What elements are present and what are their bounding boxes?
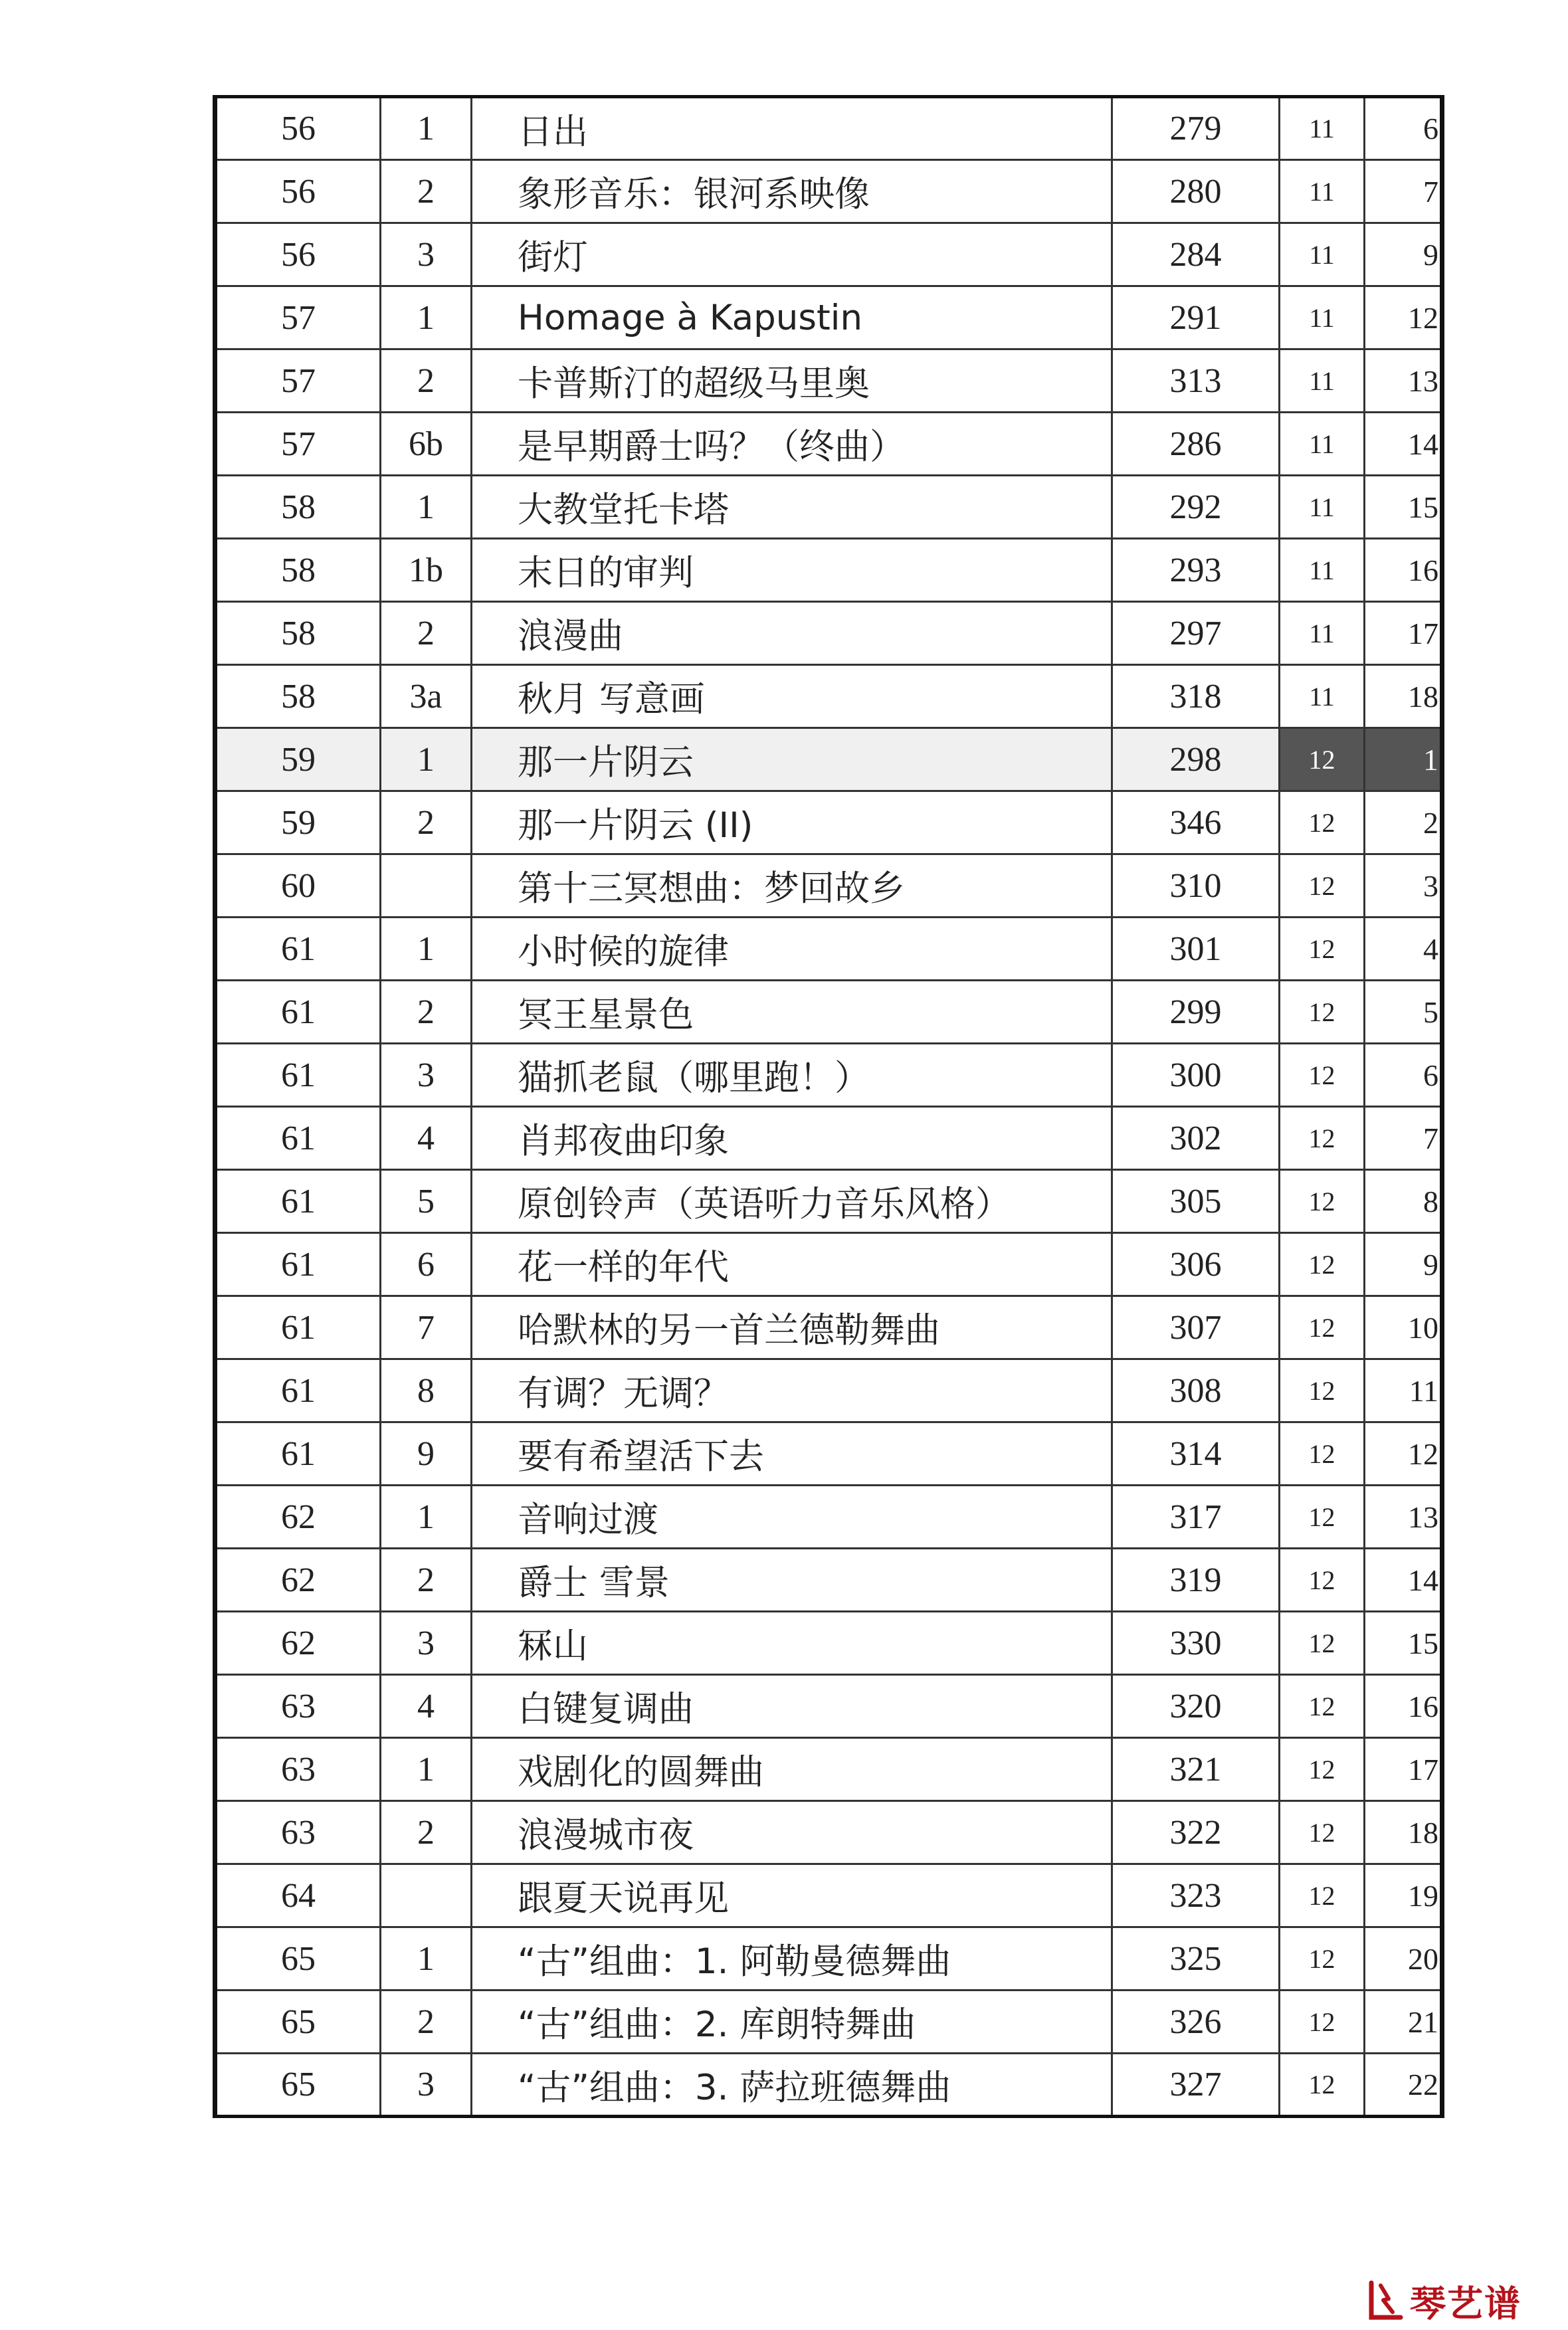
volume-cell: 12 xyxy=(1280,1612,1365,1675)
table-row xyxy=(215,1044,1442,1107)
index-cell: 9 xyxy=(1365,223,1442,286)
number-cell: 4 xyxy=(381,1675,472,1738)
number-cell: 1 xyxy=(381,1927,472,1990)
opus-cell: 56 xyxy=(215,223,381,286)
table-row xyxy=(215,2054,1442,2117)
table-row xyxy=(215,160,1442,223)
index-cell: 17 xyxy=(1365,602,1442,665)
page-cell: 326 xyxy=(1112,1990,1280,2054)
volume-cell: 12 xyxy=(1280,1107,1365,1170)
index-cell: 15 xyxy=(1365,476,1442,539)
opus-cell: 59 xyxy=(215,791,381,854)
index-cell: 10 xyxy=(1365,1296,1442,1359)
volume-cell: 12 xyxy=(1280,791,1365,854)
opus-cell: 58 xyxy=(215,539,381,602)
index-cell: 6 xyxy=(1365,1044,1442,1107)
table-row xyxy=(215,1990,1442,2054)
volume-cell: 12 xyxy=(1280,1675,1365,1738)
number-cell: 2 xyxy=(381,602,472,665)
index-cell: 18 xyxy=(1365,1801,1442,1864)
opus-cell: 60 xyxy=(215,854,381,918)
page-cell: 279 xyxy=(1112,97,1280,160)
title-cell: 街灯 xyxy=(472,223,1112,286)
table-row xyxy=(215,665,1442,728)
works-table xyxy=(213,95,1444,2118)
volume-cell: 12 xyxy=(1280,1549,1365,1612)
opus-cell: 61 xyxy=(215,1296,381,1359)
index-cell: 9 xyxy=(1365,1233,1442,1296)
table-row xyxy=(215,286,1442,349)
index-cell: 2 xyxy=(1365,791,1442,854)
opus-cell: 56 xyxy=(215,97,381,160)
title-cell: 卡普斯汀的超级马里奥 xyxy=(472,349,1112,413)
volume-cell: 12 xyxy=(1280,1486,1365,1549)
title-cell: 音响过渡 xyxy=(472,1486,1112,1549)
number-cell: 1 xyxy=(381,476,472,539)
page-cell: 286 xyxy=(1112,413,1280,476)
page-cell: 320 xyxy=(1112,1675,1280,1738)
page-cell: 346 xyxy=(1112,791,1280,854)
opus-cell: 61 xyxy=(215,1107,381,1170)
volume-cell: 12 xyxy=(1280,1170,1365,1233)
opus-cell: 63 xyxy=(215,1738,381,1801)
number-cell: 1 xyxy=(381,286,472,349)
volume-cell: 11 xyxy=(1280,476,1365,539)
number-cell: 2 xyxy=(381,160,472,223)
index-cell: 15 xyxy=(1365,1612,1442,1675)
index-cell: 18 xyxy=(1365,665,1442,728)
number-cell: 8 xyxy=(381,1359,472,1422)
page-cell: 293 xyxy=(1112,539,1280,602)
title-cell: 日出 xyxy=(472,97,1112,160)
page-cell: 314 xyxy=(1112,1422,1280,1486)
title-cell: 白键复调曲 xyxy=(472,1675,1112,1738)
volume-cell: 11 xyxy=(1280,349,1365,413)
volume-cell: 11 xyxy=(1280,539,1365,602)
page-cell: 302 xyxy=(1112,1107,1280,1170)
title-cell: 冥王星景色 xyxy=(472,981,1112,1044)
page-cell: 284 xyxy=(1112,223,1280,286)
number-cell: 2 xyxy=(381,1801,472,1864)
index-cell: 8 xyxy=(1365,1170,1442,1233)
index-cell: 3 xyxy=(1365,854,1442,918)
volume-cell: 11 xyxy=(1280,97,1365,160)
opus-cell: 63 xyxy=(215,1801,381,1864)
page-cell: 305 xyxy=(1112,1170,1280,1233)
table-row xyxy=(215,539,1442,602)
opus-cell: 64 xyxy=(215,1864,381,1927)
page-cell: 301 xyxy=(1112,918,1280,981)
table-row xyxy=(215,1738,1442,1801)
table-row xyxy=(215,349,1442,413)
table-row xyxy=(215,854,1442,918)
page-cell: 330 xyxy=(1112,1612,1280,1675)
title-cell: Homage à Kapustin xyxy=(472,286,1112,349)
number-cell: 3 xyxy=(381,1044,472,1107)
title-cell: 小时候的旋律 xyxy=(472,918,1112,981)
number-cell: 2 xyxy=(381,981,472,1044)
title-cell: 爵士 雪景 xyxy=(472,1549,1112,1612)
title-cell: 戏剧化的圆舞曲 xyxy=(472,1738,1112,1801)
index-cell: 22 xyxy=(1365,2054,1442,2117)
title-cell: “古”组曲：2. 库朗特舞曲 xyxy=(472,1990,1112,2054)
opus-cell: 61 xyxy=(215,1233,381,1296)
volume-cell: 12 xyxy=(1280,1990,1365,2054)
opus-cell: 61 xyxy=(215,1422,381,1486)
number-cell xyxy=(381,1864,472,1927)
volume-cell: 12 xyxy=(1280,1233,1365,1296)
number-cell: 3 xyxy=(381,2054,472,2117)
page-cell: 299 xyxy=(1112,981,1280,1044)
number-cell xyxy=(381,854,472,918)
opus-cell: 57 xyxy=(215,349,381,413)
works-table-body xyxy=(215,97,1442,2117)
volume-cell: 12 xyxy=(1280,1296,1365,1359)
opus-cell: 59 xyxy=(215,728,381,791)
index-cell: 7 xyxy=(1365,160,1442,223)
volume-cell: 12 xyxy=(1280,1422,1365,1486)
title-cell: 浪漫曲 xyxy=(472,602,1112,665)
number-cell: 2 xyxy=(381,1990,472,2054)
volume-cell: 12 xyxy=(1280,1801,1365,1864)
volume-cell: 11 xyxy=(1280,413,1365,476)
opus-cell: 65 xyxy=(215,1927,381,1990)
table-row xyxy=(215,1927,1442,1990)
index-cell: 21 xyxy=(1365,1990,1442,2054)
volume-cell: 12 xyxy=(1280,981,1365,1044)
page-cell: 280 xyxy=(1112,160,1280,223)
number-cell: 1b xyxy=(381,539,472,602)
table-row xyxy=(215,97,1442,160)
number-cell: 1 xyxy=(381,97,472,160)
index-cell: 4 xyxy=(1365,918,1442,981)
page-cell: 308 xyxy=(1112,1359,1280,1422)
page-cell: 292 xyxy=(1112,476,1280,539)
volume-cell: 12 xyxy=(1280,1738,1365,1801)
number-cell: 5 xyxy=(381,1170,472,1233)
volume-cell: 12 xyxy=(1280,1864,1365,1927)
number-cell: 3a xyxy=(381,665,472,728)
title-cell: 原创铃声（英语听力音乐风格） xyxy=(472,1170,1112,1233)
title-cell: 花一样的年代 xyxy=(472,1233,1112,1296)
page-cell: 327 xyxy=(1112,2054,1280,2117)
title-cell: 是早期爵士吗？（终曲） xyxy=(472,413,1112,476)
opus-cell: 63 xyxy=(215,1675,381,1738)
opus-cell: 61 xyxy=(215,981,381,1044)
title-cell: 要有希望活下去 xyxy=(472,1422,1112,1486)
opus-cell: 61 xyxy=(215,918,381,981)
number-cell: 2 xyxy=(381,791,472,854)
volume-cell: 12 xyxy=(1280,2054,1365,2117)
page-cell: 318 xyxy=(1112,665,1280,728)
number-cell: 1 xyxy=(381,1738,472,1801)
title-cell: 跟夏天说再见 xyxy=(472,1864,1112,1927)
table-row xyxy=(215,918,1442,981)
title-cell: 那一片阴云 xyxy=(472,728,1112,791)
number-cell: 6b xyxy=(381,413,472,476)
table-row xyxy=(215,728,1442,791)
volume-cell: 12 xyxy=(1280,1044,1365,1107)
table-row xyxy=(215,1675,1442,1738)
title-cell: 秋月 写意画 xyxy=(472,665,1112,728)
index-cell: 11 xyxy=(1365,1359,1442,1422)
title-cell: 象形音乐：银河系映像 xyxy=(472,160,1112,223)
index-cell: 1 xyxy=(1365,728,1442,791)
title-cell: “古”组曲：3. 萨拉班德舞曲 xyxy=(472,2054,1112,2117)
title-cell: 那一片阴云 (II) xyxy=(472,791,1112,854)
page-cell: 322 xyxy=(1112,1801,1280,1864)
opus-cell: 62 xyxy=(215,1612,381,1675)
index-cell: 20 xyxy=(1365,1927,1442,1990)
volume-cell: 12 xyxy=(1280,1359,1365,1422)
table-row xyxy=(215,1170,1442,1233)
volume-cell: 11 xyxy=(1280,602,1365,665)
volume-cell: 11 xyxy=(1280,286,1365,349)
page-cell: 313 xyxy=(1112,349,1280,413)
number-cell: 3 xyxy=(381,223,472,286)
number-cell: 3 xyxy=(381,1612,472,1675)
page-cell: 321 xyxy=(1112,1738,1280,1801)
opus-cell: 58 xyxy=(215,476,381,539)
volume-cell: 11 xyxy=(1280,160,1365,223)
title-cell: 猫抓老鼠（哪里跑！） xyxy=(472,1044,1112,1107)
opus-cell: 57 xyxy=(215,286,381,349)
opus-cell: 61 xyxy=(215,1359,381,1422)
opus-cell: 65 xyxy=(215,1990,381,2054)
index-cell: 7 xyxy=(1365,1107,1442,1170)
watermark-logo xyxy=(1366,2278,1559,2324)
opus-cell: 58 xyxy=(215,665,381,728)
title-cell: 末日的审判 xyxy=(472,539,1112,602)
opus-cell: 56 xyxy=(215,160,381,223)
opus-cell: 58 xyxy=(215,602,381,665)
table-row xyxy=(215,1549,1442,1612)
table-row xyxy=(215,1107,1442,1170)
table-row xyxy=(215,1864,1442,1927)
number-cell: 1 xyxy=(381,918,472,981)
title-cell: 冧山 xyxy=(472,1612,1112,1675)
number-cell: 7 xyxy=(381,1296,472,1359)
index-cell: 12 xyxy=(1365,1422,1442,1486)
table-row xyxy=(215,223,1442,286)
number-cell: 2 xyxy=(381,349,472,413)
opus-cell: 62 xyxy=(215,1549,381,1612)
opus-cell: 57 xyxy=(215,413,381,476)
number-cell: 2 xyxy=(381,1549,472,1612)
index-cell: 14 xyxy=(1365,413,1442,476)
index-cell: 16 xyxy=(1365,1675,1442,1738)
table-row xyxy=(215,791,1442,854)
title-cell: 第十三冥想曲：梦回故乡 xyxy=(472,854,1112,918)
volume-cell: 12 xyxy=(1280,728,1365,791)
index-cell: 13 xyxy=(1365,349,1442,413)
page-cell: 291 xyxy=(1112,286,1280,349)
opus-cell: 61 xyxy=(215,1044,381,1107)
logo-mark-icon xyxy=(1366,2279,1406,2323)
title-cell: 哈默林的另一首兰德勒舞曲 xyxy=(472,1296,1112,1359)
opus-cell: 61 xyxy=(215,1170,381,1233)
table-row xyxy=(215,476,1442,539)
table-row xyxy=(215,413,1442,476)
index-cell: 19 xyxy=(1365,1864,1442,1927)
opus-cell: 65 xyxy=(215,2054,381,2117)
title-cell: 有调？无调？ xyxy=(472,1359,1112,1422)
opus-cell: 62 xyxy=(215,1486,381,1549)
table-row xyxy=(215,1233,1442,1296)
page-cell: 310 xyxy=(1112,854,1280,918)
table-row xyxy=(215,1612,1442,1675)
page-cell: 325 xyxy=(1112,1927,1280,1990)
watermark-text: 琴艺谱 xyxy=(1410,2282,1521,2325)
page-cell: 297 xyxy=(1112,602,1280,665)
volume-cell: 11 xyxy=(1280,665,1365,728)
index-cell: 14 xyxy=(1365,1549,1442,1612)
page-cell: 307 xyxy=(1112,1296,1280,1359)
table-row xyxy=(215,602,1442,665)
number-cell: 4 xyxy=(381,1107,472,1170)
table-row xyxy=(215,1422,1442,1486)
title-cell: 浪漫城市夜 xyxy=(472,1801,1112,1864)
page-cell: 323 xyxy=(1112,1864,1280,1927)
table-row xyxy=(215,1296,1442,1359)
volume-cell: 11 xyxy=(1280,223,1365,286)
table-row xyxy=(215,981,1442,1044)
table-row xyxy=(215,1801,1442,1864)
table-row xyxy=(215,1359,1442,1422)
index-cell: 12 xyxy=(1365,286,1442,349)
table-row xyxy=(215,1486,1442,1549)
page-cell: 300 xyxy=(1112,1044,1280,1107)
volume-cell: 12 xyxy=(1280,854,1365,918)
number-cell: 1 xyxy=(381,1486,472,1549)
index-cell: 17 xyxy=(1365,1738,1442,1801)
title-cell: 大教堂托卡塔 xyxy=(472,476,1112,539)
page-cell: 306 xyxy=(1112,1233,1280,1296)
page-cell: 298 xyxy=(1112,728,1280,791)
index-cell: 6 xyxy=(1365,97,1442,160)
index-cell: 13 xyxy=(1365,1486,1442,1549)
page-cell: 319 xyxy=(1112,1549,1280,1612)
volume-cell: 12 xyxy=(1280,918,1365,981)
index-cell: 5 xyxy=(1365,981,1442,1044)
page-cell: 317 xyxy=(1112,1486,1280,1549)
number-cell: 6 xyxy=(381,1233,472,1296)
volume-cell: 12 xyxy=(1280,1927,1365,1990)
number-cell: 9 xyxy=(381,1422,472,1486)
title-cell: “古”组曲：1. 阿勒曼德舞曲 xyxy=(472,1927,1112,1990)
number-cell: 1 xyxy=(381,728,472,791)
title-cell: 肖邦夜曲印象 xyxy=(472,1107,1112,1170)
index-cell: 16 xyxy=(1365,539,1442,602)
